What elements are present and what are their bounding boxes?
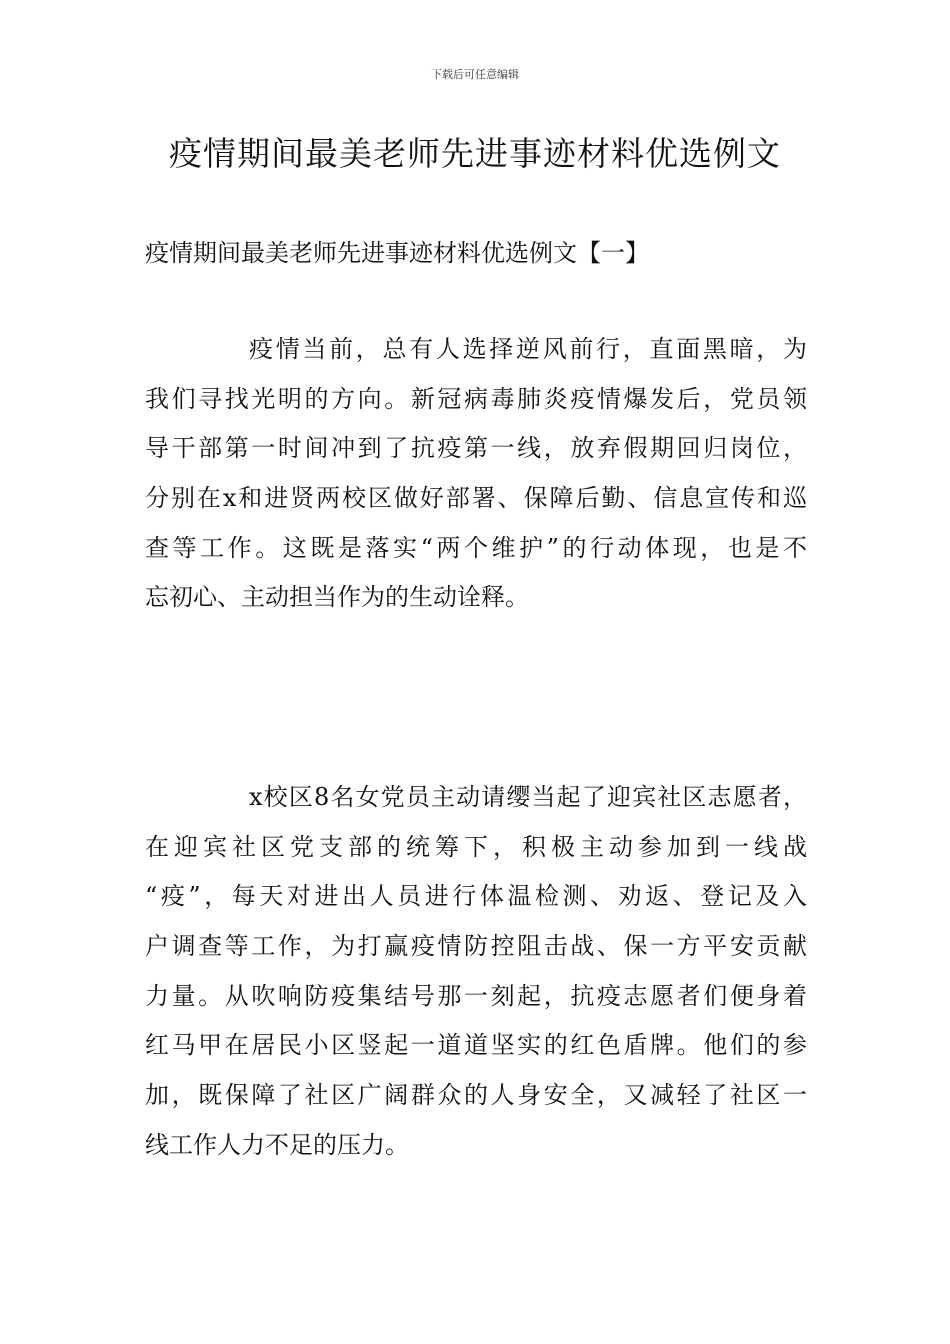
text-line: x校区8名女党员主动请缨当起了迎宾社区志愿者， [249,783,807,811]
text-line: 红马甲在居民小区竖起一道道坚实的红色盾牌。他们的参 [145,1031,807,1060]
text-line: 分别在x和进贤两校区做好部署、保障后勤、信息宣传和巡 [145,484,807,513]
text-line: 我们寻找光明的方向。新冠病毒肺炎疫情爆发后，党员领 [145,384,807,413]
text-line: “疫”，每天对进出人员进行体温检测、劝返、登记及入 [145,882,807,911]
text-line: 忘初心、主动担当作为的生动诠释。 [145,583,529,612]
text-line: 疫情当前，总有人选择逆风前行，直面黑暗，为 [249,335,807,363]
paragraph-1 [145,334,807,632]
text-line: 在迎宾社区党支部的统筹下，积极主动参加到一线战 [145,832,807,861]
text-line: 线工作人力不足的压力。 [145,1130,409,1159]
header-note: 下载后可任意编辑 [431,68,519,81]
document-title: 疫情期间最美老师先进事迹材料优选例文 [169,134,781,173]
text-line: 力量。从吹响防疫集结号那一刻起，抗疫志愿者们便身着 [145,981,807,1010]
text-line: 导干部第一时间冲到了抗疫第一线，放弃假期回归岗位， [145,434,807,463]
text-line: 加，既保障了社区广阔群众的人身安全，又减轻了社区一 [145,1081,807,1110]
paragraph-2 [145,782,807,1180]
text-line: 查等工作。这既是落实“两个维护”的行动体现，也是不 [145,533,807,562]
text-line: 户调查等工作，为打赢疫情防控阻击战、保一方平安贡献 [145,932,807,961]
section-subtitle: 疫情期间最美老师先进事迹材料优选例文【一】 [145,239,649,267]
